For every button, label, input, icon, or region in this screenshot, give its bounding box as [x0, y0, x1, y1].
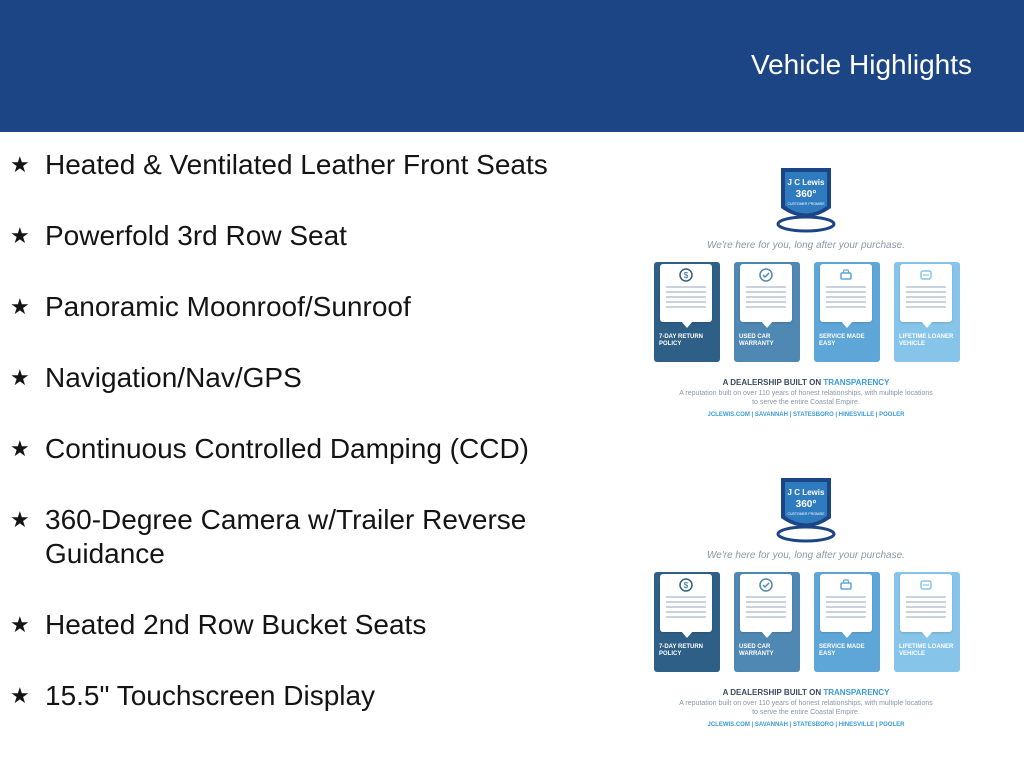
card-label: 7-DAY RETURN POLICY: [659, 644, 704, 657]
card-label: 7-DAY RETURN POLICY: [659, 334, 704, 347]
card-label: LIFETIME LOANER VEHICLE: [899, 334, 954, 347]
card-return-policy: [654, 572, 720, 672]
service-icon: [839, 578, 853, 592]
star-icon: ★: [10, 294, 30, 319]
car-icon: [919, 268, 933, 282]
promise-cards: [654, 262, 960, 362]
svg-text:$: $: [683, 271, 689, 280]
jc-lewis-360-badge: [776, 164, 836, 238]
list-item: [0, 148, 575, 182]
slogan-prefix: A DEALERSHIP BUILT ON: [722, 688, 822, 697]
list-item: [0, 679, 575, 713]
car-icon: [919, 578, 933, 592]
card-warranty: [734, 572, 800, 672]
jc-lewis-360-badge: [776, 474, 836, 548]
card-label: USED CAR WARRANTY: [739, 644, 774, 657]
card-service: [814, 262, 880, 362]
badge-caption: CUSTOMER PROMISE: [787, 202, 825, 206]
highlight-text: Powerfold 3rd Row Seat: [45, 220, 347, 251]
location-links: JCLEWIS.COM | SAVANNAH | STATESBORO | HINESVILLE | POOLER: [707, 412, 905, 418]
badge-number: 360°: [795, 499, 817, 510]
tagline: We're here for you, long after your purchase.: [707, 240, 905, 251]
list-item: [0, 290, 575, 324]
highlights-list: [0, 148, 620, 750]
list-item: [0, 219, 575, 253]
card-warranty: [734, 262, 800, 362]
card-loaner: [894, 572, 960, 672]
dollar-icon: [679, 578, 693, 592]
service-icon: [839, 268, 853, 282]
svg-text:$: $: [683, 581, 689, 590]
highlight-text: Heated 2nd Row Bucket Seats: [45, 609, 427, 640]
slogan: [646, 378, 966, 387]
customer-promise-graphic: [646, 158, 966, 428]
page-title: Vehicle Highlights: [750, 49, 972, 80]
badge-top-text: J C Lewis: [787, 488, 825, 497]
customer-promise-graphic: [646, 468, 966, 738]
seal-check-icon: [759, 578, 773, 592]
slogan-prefix: A DEALERSHIP BUILT ON: [722, 378, 822, 387]
header-bar: [0, 0, 1024, 132]
card-label: SERVICE MADE EASY: [819, 334, 865, 347]
location-links: JCLEWIS.COM | SAVANNAH | STATESBORO | HINESVILLE | POOLER: [707, 722, 905, 728]
slogan: [646, 688, 966, 697]
badge-top-text: J C Lewis: [787, 178, 825, 187]
tagline: We're here for you, long after your purchase.: [707, 550, 905, 561]
star-icon: ★: [10, 223, 30, 248]
star-icon: ★: [10, 507, 30, 532]
highlight-text: 360-Degree Camera w/Trailer Reverse Guidance: [45, 504, 527, 569]
promise-cards: [654, 572, 960, 672]
highlight-text: Heated & Ventilated Leather Front Seats: [45, 149, 548, 180]
card-label: LIFETIME LOANER VEHICLE: [899, 644, 954, 657]
highlight-text: Panoramic Moonroof/Sunroof: [45, 291, 411, 322]
list-item: [0, 361, 575, 395]
badge-shield-icon: [776, 474, 836, 548]
highlight-text: Continuous Controlled Damping (CCD): [45, 433, 529, 464]
card-service: [814, 572, 880, 672]
dollar-icon: [679, 268, 693, 282]
star-icon: ★: [10, 365, 30, 390]
list-item: [0, 503, 575, 571]
badge-caption: CUSTOMER PROMISE: [787, 512, 825, 516]
slogan-accent: TRANSPARENCY: [823, 688, 890, 697]
card-label: USED CAR WARRANTY: [739, 334, 774, 347]
slogan-subtext: A reputation built on over 110 years of honest relationships, with multiple locations to serve the entire Coastal Empire.: [679, 700, 933, 716]
star-icon: ★: [10, 436, 30, 461]
highlight-text: Navigation/Nav/GPS: [45, 362, 302, 393]
slogan-accent: TRANSPARENCY: [823, 378, 890, 387]
star-icon: ★: [10, 152, 30, 177]
seal-check-icon: [759, 268, 773, 282]
star-icon: ★: [10, 683, 30, 708]
card-loaner: [894, 262, 960, 362]
highlight-text: 15.5" Touchscreen Display: [45, 680, 376, 711]
card-label: SERVICE MADE EASY: [819, 644, 865, 657]
slogan-subtext: A reputation built on over 110 years of honest relationships, with multiple locations to serve the entire Coastal Empire.: [679, 390, 933, 406]
card-return-policy: [654, 262, 720, 362]
badge-shield-icon: [776, 164, 836, 238]
star-icon: ★: [10, 612, 30, 637]
list-item: [0, 432, 575, 466]
list-item: [0, 608, 575, 642]
badge-number: 360°: [795, 189, 817, 200]
